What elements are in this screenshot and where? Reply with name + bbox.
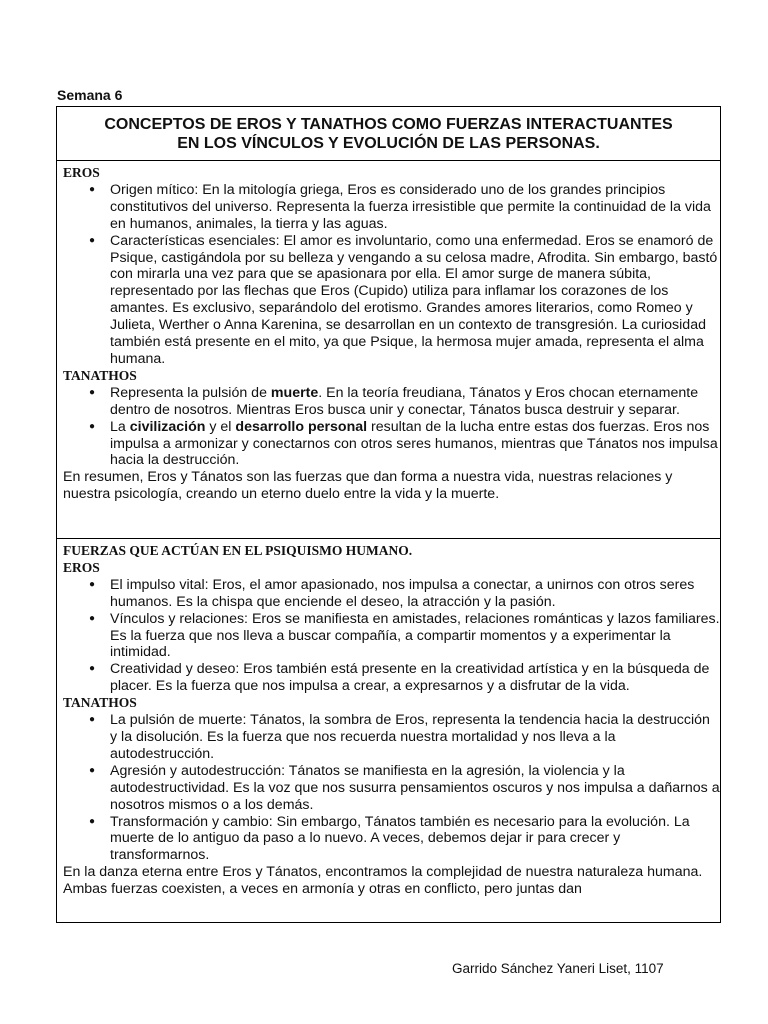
text-run: y el (205, 418, 236, 435)
closing-paragraph: En la danza eterna entre Eros y Tánatos, encontramos la complejidad de nuestra naturaleza humana. Ambas fuerzas coexisten, a veces en armonía y otras en conflicto, pero juntas dan (63, 864, 703, 898)
eros-heading: EROS (63, 165, 100, 180)
text-run: . En la teoría freudiana, Tánatos y Eros chocan eternamente dentro de nosotros. Mientras Eros busca unir y conectar, Tánatos busca destruir y separar. (110, 384, 699, 418)
week-label: Semana 6 (57, 87, 123, 103)
author-footer: Garrido Sánchez Yaneri Liset, 1107 (452, 961, 664, 976)
list-item: ● Transformación y cambio: Sin embargo, Tánatos también es necesario para la evolución. La muerte de lo antiguo da paso a lo nuevo. A veces, debemos dejar ir para crecer y transformarnos. (110, 814, 720, 865)
bold-term-civilizacion: civilización (129, 418, 206, 435)
tanathos-heading: TANATHOS (63, 695, 137, 711)
list-item: ● Origen mítico: En la mitología griega, Eros es considerado uno de los grandes principios constitutivos del universo. Representa la fuerza irresistible que permite la continuidad de la vida en humanos, animales, la tierra y las aguas. (110, 182, 720, 233)
tanathos-heading: TANATHOS (63, 367, 137, 383)
eros-list (63, 577, 720, 695)
title-line-1: CONCEPTOS DE EROS Y TANATHOS COMO FUERZAS INTERACTUANTES (104, 116, 673, 133)
text-run: La (110, 418, 130, 435)
section-eros-tanathos-concepts (56, 160, 721, 539)
document-title (57, 107, 720, 153)
list-item (110, 419, 720, 470)
title-line-2: EN LOS VÍNCULOS Y EVOLUCIÓN DE LAS PERSONAS. (177, 135, 600, 152)
summary-paragraph: En resumen, Eros y Tánatos son las fuerzas que dan forma a nuestra vida, nuestras relaciones y nuestra psicología, creando un eterno duelo entre la vida y la muerte. (63, 469, 673, 503)
tanathos-list (63, 712, 720, 864)
list-item: ● El impulso vital: Eros, el amor apasionado, nos impulsa a conectar, a unirnos con otros seres humanos. Es la chispa que enciende el deseo, la atracción y la pasión. (110, 577, 720, 611)
list-item: ● Características esenciales: El amor es involuntario, como una enfermedad. Eros se enamoró de Psique, castigándola por su belleza y vengando a su celosa madre, Afrodita. Sin embargo, bastó con mirarla una vez para que se apasionara por ella. El amor surge de manera súbita, representado por las flechas que Eros (Cupido) utiliza para inflamar los corazones de los amantes. Es exclusivo, separándolo del erotismo. Grandes amores literarios, como Romeo y Julieta, Werther o Anna Karenina, se desarrollan en un contexto de transgresión. La curiosidad también está presente en el mito, ya que Psique, la hermosa mujer amada, representa el alma humana. (110, 233, 720, 368)
list-item: ● La pulsión de muerte: Tánatos, la sombra de Eros, representa la tendencia hacia la destrucción y la disolución. Es la fuerza que nos recuerda nuestra mortalidad y nos lleva a la autodestrucción. (110, 712, 720, 763)
list-item (110, 385, 720, 419)
list-item: ● Creatividad y deseo: Eros también está presente en la creatividad artística y en la búsqueda de placer. Es la fuerza que nos impulsa a crear, a expresarnos y a disfrutar de la vida. (110, 661, 720, 695)
section-psychic-forces (56, 538, 721, 923)
psychic-forces-heading: FUERZAS QUE ACTÚAN EN EL PSIQUISMO HUMANO. (63, 543, 413, 558)
eros-heading: EROS (63, 559, 100, 575)
text-run: Representa la pulsión de (110, 384, 271, 401)
text-run: resultan de la lucha entre estas dos fuerzas. Eros nos impulsa a armonizar y conectarnos con otros seres humanos, mientras que Tánatos nos impulsa hacia la destrucción. (110, 418, 718, 469)
list-item: ● Vínculos y relaciones: Eros se manifiesta en amistades, relaciones románticas y lazos familiares. Es la fuerza que nos lleva a buscar compañía, a compartir momentos y a experimentar la intimidad. (110, 611, 720, 662)
title-box (56, 106, 721, 161)
bold-term-desarrollo: desarrollo personal (235, 418, 368, 435)
tanathos-list (63, 385, 720, 470)
bold-term-muerte: muerte (270, 384, 319, 401)
list-item: ● Agresión y autodestrucción: Tánatos se manifiesta en la agresión, la violencia y la autodestructividad. Es la voz que nos susurra pensamientos oscuros y nos impulsa a dañarnos a nosotros mismos o a los demás. (110, 763, 720, 814)
eros-list (63, 182, 720, 368)
